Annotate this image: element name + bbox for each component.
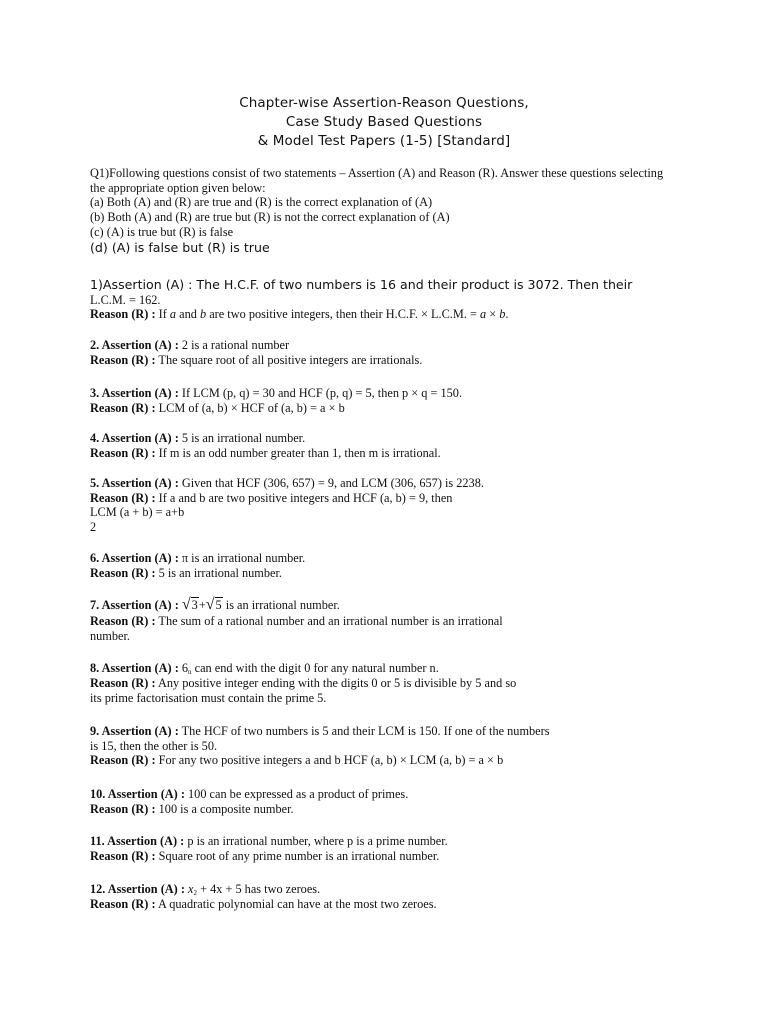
q2-assertion: 2. Assertion (A) : 2 is a rational number xyxy=(90,338,290,352)
q11-assertion: 11. Assertion (A) : p is an irrational number, where p is a prime number. xyxy=(90,834,448,848)
q10-reason: Reason (R) : 100 is a composite number. xyxy=(90,802,294,816)
q3-assertion: 3. Assertion (A) : If LCM (p, q) = 30 and HCF (p, q) = 5, then p × q = 150. xyxy=(90,386,463,400)
q1-assertion-cont: L.C.M. = 162. xyxy=(90,293,161,307)
q1-assertion: 1)Assertion (A) : The H.C.F. of two numbers is 16 and their product is 3072. Then their xyxy=(90,277,633,292)
q3-reason: Reason (R) : LCM of (a, b) × HCF of (a, b) = a × b xyxy=(90,401,345,415)
q7-reason: Reason (R) : The sum of a rational number and an irrational number is an irrational xyxy=(90,614,503,628)
q9-assertion: 9. Assertion (A) : The HCF of two numbers is 5 and their LCM is 150. If one of the numbers xyxy=(90,724,550,738)
q4-assertion: 4. Assertion (A) : 5 is an irrational number. xyxy=(90,431,306,445)
sqrt-symbol: √ xyxy=(181,596,191,613)
q8-reason-cont: its prime factorisation must contain the prime 5. xyxy=(90,691,327,705)
sqrt-symbol: √ xyxy=(205,596,215,613)
option-c: (c) (A) is true but (R) is false xyxy=(90,225,234,239)
document-subtitle: Case Study Based Questions xyxy=(285,114,483,130)
q5-reason: Reason (R) : If a and b are two positive integers and HCF (a, b) = 9, then xyxy=(90,491,453,505)
q5-assertion: 5. Assertion (A) : Given that HCF (306, 657) = 9, and LCM (306, 657) is 2238. xyxy=(90,476,484,490)
q8-assertion: 8. Assertion (A) : $6_n$ can end with the digit 0 for any natural number n. xyxy=(90,661,439,676)
q1-reason: Reason (R) : If a and b are two positive integers, then their H.C.F. × L.C.M. = a × b. xyxy=(90,307,509,321)
instruction-line: Q1)Following questions consist of two statements – Assertion (A) and Reason (R). Answer these questions selecting xyxy=(90,166,664,180)
q6-assertion: 6. Assertion (A) : π is an irrational number. xyxy=(90,551,306,565)
q10-assertion: 10. Assertion (A) : 100 can be expressed as a product of primes. xyxy=(90,787,409,801)
instruction-line: the appropriate option given below: xyxy=(90,181,266,195)
q12-reason: Reason (R) : A quadratic polynomial can have at the most two zeroes. xyxy=(90,897,437,911)
option-d: (d) (A) is false but (R) is true xyxy=(90,240,270,255)
q9-reason: Reason (R) : For any two positive integers a and b HCF (a, b) × LCM (a, b) = a × b xyxy=(90,753,504,767)
document-title: Chapter-wise Assertion-Reason Questions, xyxy=(239,95,529,111)
q7-reason-cont: number. xyxy=(90,629,130,643)
q9-assertion-cont: is 15, then the other is 50. xyxy=(90,739,218,753)
q5-formula-denominator: 2 xyxy=(90,520,97,534)
option-b: (b) Both (A) and (R) are true but (R) is not the correct explanation of (A) xyxy=(90,210,450,224)
q12-assertion: 12. Assertion (A) : $x_2 + 4x + 5$ has two zeroes. xyxy=(90,882,321,897)
q11-reason: Reason (R) : Square root of any prime number is an irrational number. xyxy=(90,849,440,863)
q2-reason: Reason (R) : The square root of all positive integers are irrationals. xyxy=(90,353,423,367)
option-a: (a) Both (A) and (R) are true and (R) is the correct explanation of (A) xyxy=(90,195,433,209)
q4-reason: Reason (R) : If m is an odd number greater than 1, then m is irrational. xyxy=(90,446,441,460)
q7-assertion: 7. Assertion (A) : √3+√5 is an irrational number. xyxy=(90,596,340,613)
q5-formula: LCM (a + b) = a+b xyxy=(90,505,185,519)
q8-reason: Reason (R) : Any positive integer ending with the digits 0 or 5 is divisible by 5 and so xyxy=(90,676,517,690)
reason-label: Reason (R) : xyxy=(90,307,156,321)
q6-reason: Reason (R) : 5 is an irrational number. xyxy=(90,566,282,580)
document-subtitle-series: & Model Test Papers (1-5) [Standard] xyxy=(257,133,511,149)
